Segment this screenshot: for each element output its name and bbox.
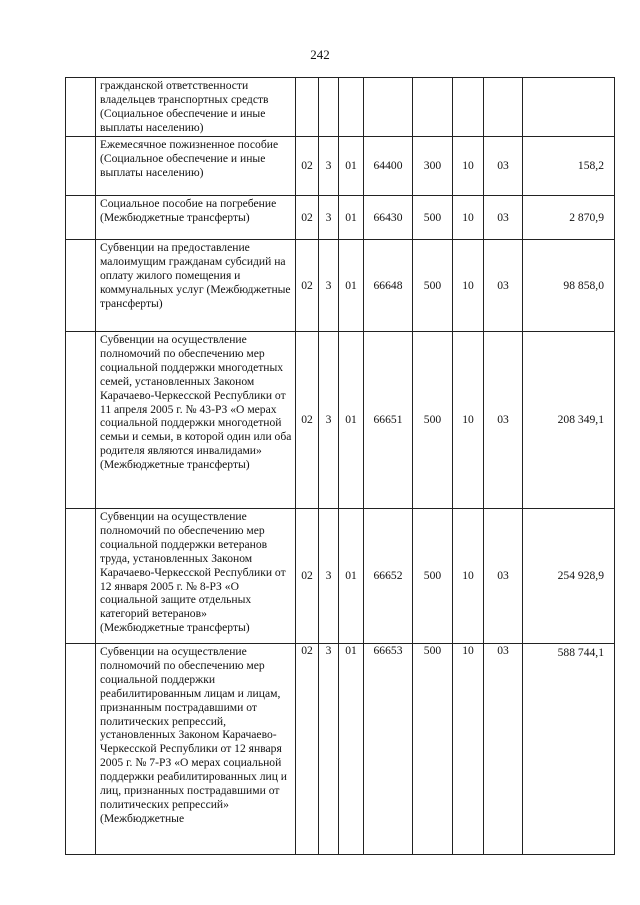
table-row — [66, 196, 615, 240]
amount-cell: 254 928,9 — [523, 509, 615, 644]
expense-name-cell: Социальное пособие на погребение (Межбюджетные трансферты) — [96, 196, 296, 240]
expense-type-cell — [413, 78, 453, 137]
budget-table — [65, 77, 615, 855]
row-number-cell — [66, 78, 96, 137]
expense-name-cell: Субвенции на осуществление полномочий по обеспечению мер социальной поддержки реабилитированным лицам и лицам, признанным пострадавшими от политических репрессий, установленных Законом Карачаево-Черкесской Республики от 12 января 2005 г. № 7-РЗ «О мерах социальной поддержки реабилитированных лиц и лиц, признанных пострадавшими от политических репрессий» (Межбюджетные — [96, 644, 296, 855]
program-code-cell: 3 — [319, 240, 339, 332]
subprogram-code-cell: 01 — [339, 509, 364, 644]
amount-cell: 588 744,1 — [523, 644, 615, 855]
subsection-cell: 03 — [484, 644, 523, 855]
table-row — [66, 137, 615, 196]
amount-cell: 98 858,0 — [523, 240, 615, 332]
section-cell: 10 — [453, 509, 484, 644]
expense-name-cell: Субвенции на предоставление малоимущим гражданам субсидий на оплату жилого помещения и коммунальных услуг (Межбюджетные трансферты) — [96, 240, 296, 332]
subsection-cell — [484, 78, 523, 137]
row-number-cell — [66, 644, 96, 855]
program-code-cell: 3 — [319, 137, 339, 196]
subsection-cell: 03 — [484, 332, 523, 509]
ministry-code-cell: 02 — [296, 332, 319, 509]
subprogram-code-cell: 01 — [339, 196, 364, 240]
section-cell — [453, 78, 484, 137]
table-row — [66, 78, 615, 137]
table-row — [66, 240, 615, 332]
row-number-cell — [66, 332, 96, 509]
table-row — [66, 332, 615, 509]
expense-type-cell: 500 — [413, 509, 453, 644]
ministry-code-cell — [296, 78, 319, 137]
expense-type-cell: 500 — [413, 332, 453, 509]
subprogram-code-cell: 01 — [339, 240, 364, 332]
program-code-cell — [319, 78, 339, 137]
section-cell: 10 — [453, 196, 484, 240]
ministry-code-cell: 02 — [296, 240, 319, 332]
row-number-cell — [66, 137, 96, 196]
direction-code-cell: 66653 — [364, 644, 413, 855]
program-code-cell: 3 — [319, 509, 339, 644]
expense-type-cell: 300 — [413, 137, 453, 196]
ministry-code-cell: 02 — [296, 644, 319, 855]
expense-name-cell: Субвенции на осуществление полномочий по обеспечению мер социальной поддержки многодетных семей, установленных Законом Карачаево-Черкесской Республики от 11 апреля 2005 г. № 43-РЗ «О мерах социальной поддержки многодетной семьи и семьи, в которой один или оба родителя являются инвалидами» (Межбюджетные трансферты) — [96, 332, 296, 509]
expense-name-cell: гражданской ответственности владельцев транспортных средств (Социальное обеспечение и иные выплаты населению) — [96, 78, 296, 137]
program-code-cell: 3 — [319, 196, 339, 240]
expense-type-cell: 500 — [413, 196, 453, 240]
subprogram-code-cell: 01 — [339, 644, 364, 855]
amount-cell: 2 870,9 — [523, 196, 615, 240]
expense-type-cell: 500 — [413, 240, 453, 332]
section-cell: 10 — [453, 240, 484, 332]
program-code-cell: 3 — [319, 644, 339, 855]
direction-code-cell: 66651 — [364, 332, 413, 509]
row-number-cell — [66, 509, 96, 644]
amount-cell — [523, 78, 615, 137]
amount-cell: 208 349,1 — [523, 332, 615, 509]
table-row — [66, 644, 615, 855]
direction-code-cell: 66430 — [364, 196, 413, 240]
expense-name-cell: Субвенции на осуществление полномочий по обеспечению мер социальной поддержки ветеранов труда, установленных Законом Карачаево-Черкесской Республики от 12 января 2005 г. № 8-РЗ «О социальной защите отдельных категорий ветеранов» (Межбюджетные трансферты) — [96, 509, 296, 644]
subsection-cell: 03 — [484, 509, 523, 644]
subsection-cell: 03 — [484, 137, 523, 196]
program-code-cell: 3 — [319, 332, 339, 509]
section-cell: 10 — [453, 644, 484, 855]
subprogram-code-cell: 01 — [339, 332, 364, 509]
row-number-cell — [66, 240, 96, 332]
direction-code-cell: 66648 — [364, 240, 413, 332]
direction-code-cell: 64400 — [364, 137, 413, 196]
table-row — [66, 509, 615, 644]
subprogram-code-cell — [339, 78, 364, 137]
page-number: 242 — [310, 47, 330, 62]
subprogram-code-cell: 01 — [339, 137, 364, 196]
expense-type-cell: 500 — [413, 644, 453, 855]
ministry-code-cell: 02 — [296, 196, 319, 240]
direction-code-cell: 66652 — [364, 509, 413, 644]
ministry-code-cell: 02 — [296, 509, 319, 644]
row-number-cell — [66, 196, 96, 240]
direction-code-cell — [364, 78, 413, 137]
ministry-code-cell: 02 — [296, 137, 319, 196]
section-cell: 10 — [453, 332, 484, 509]
subsection-cell: 03 — [484, 196, 523, 240]
amount-cell: 158,2 — [523, 137, 615, 196]
subsection-cell: 03 — [484, 240, 523, 332]
section-cell: 10 — [453, 137, 484, 196]
expense-name-cell: Ежемесячное пожизненное пособие (Социальное обеспечение и иные выплаты населению) — [96, 137, 296, 196]
